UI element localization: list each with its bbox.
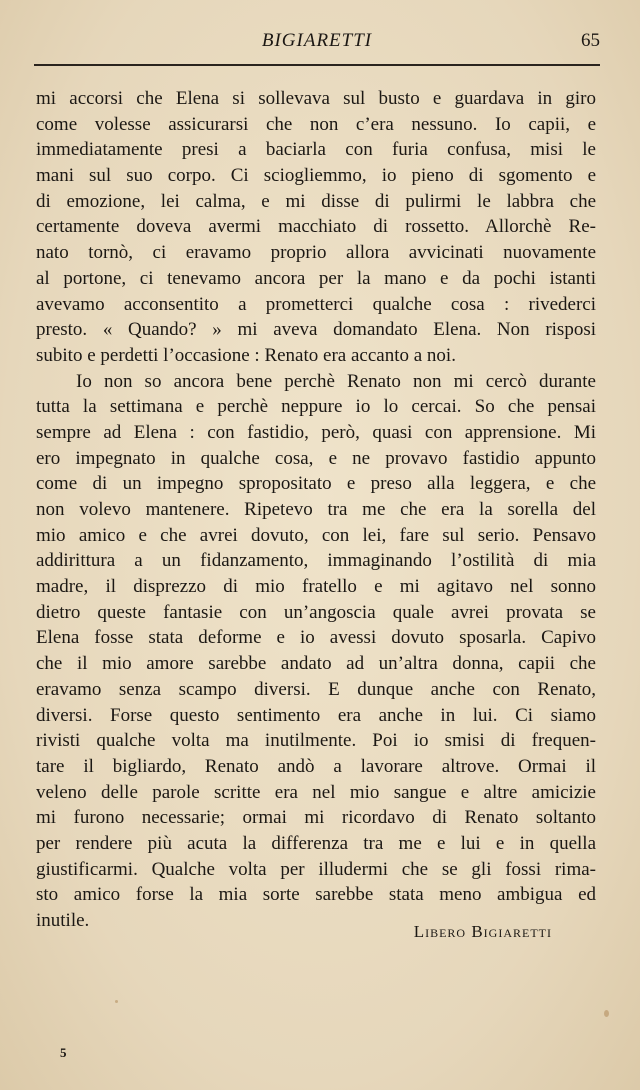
running-head: BIGIARETTI: [261, 30, 373, 51]
paragraph: [36, 369, 596, 934]
text-line: mani sul suo corpo. Ci sciogliemmo, io pieno di sgomento e: [36, 165, 596, 187]
text-line: eravamo senza scampo diversi. E dunque anche con Renato,: [36, 678, 596, 700]
text-line: ero impegnato in qualche cosa, e ne provavo fastidio appunto: [36, 447, 596, 469]
text-line: presto. « Quando? » mi aveva domandato Elena. Non risposi: [36, 319, 596, 341]
text-line: tutta la settimana e perchè neppure io lo cercai. So che pensai: [36, 396, 596, 418]
text-line: che il mio amore sarebbe andato ad un’altra donna, capii che: [36, 653, 596, 675]
text-line: sempre ad Elena : con fastidio, però, quasi con apprensione. Mi: [36, 421, 596, 443]
body-text: [36, 86, 596, 934]
text-line: nato tornò, ci eravamo proprio allora avvicinati nuovamente: [36, 242, 596, 264]
text-line: mi furono necessarie; ormai mi ricordavo di Renato soltanto: [36, 807, 596, 829]
text-line: mio amico e che avrei dovuto, con lei, fare sul serio. Pensavo: [36, 524, 596, 546]
text-line: per rendere più acuta la differenza tra me e lui e in quella: [36, 832, 596, 854]
text-line: tare il bigliardo, Renato andò a lavorare altrove. Ormai il: [36, 755, 596, 777]
text-line: Elena fosse stata deforme e io avessi dovuto sposarla. Capivo: [36, 627, 596, 649]
paper-spot: [115, 1000, 118, 1003]
text-line: addirittura a un fidanzamento, immaginando l’ostilità di mia: [36, 550, 596, 572]
text-line: al portone, ci tenevamo ancora per la mano e da pochi istanti: [36, 267, 596, 289]
text-line: immediatamente presi a baciarla con furia confusa, misi le: [36, 139, 596, 161]
text-line: non volevo mantenere. Ripetevo tra me che era la sorella del: [36, 499, 596, 520]
text-line: Io non so ancora bene perchè Renato non mi cercò durante: [76, 370, 596, 392]
text-line: certamente doveva avermi macchiato di rossetto. Allorchè Re-: [36, 216, 596, 238]
text-line: rivisti qualche volta ma inutilmente. Poi io smisi di frequen-: [36, 730, 596, 752]
text-line: inutile.: [36, 910, 90, 931]
text-line: mi accorsi che Elena si sollevava sul busto e guardava in giro: [36, 88, 596, 109]
signature-mark: 5: [60, 1045, 67, 1060]
text-line: giustificarmi. Qualche volta per illudermi che se gli fossi rima-: [36, 858, 596, 880]
page-header: [34, 30, 600, 60]
text-line: madre, il disprezzo di mio fratello e mi agitavo nel sonno: [36, 576, 596, 598]
paper-spot: [604, 1010, 609, 1017]
author-signature: Libero Bigiaretti: [413, 922, 552, 941]
text-line: di emozione, lei calma, e mi disse di pulirmi le labbra che: [36, 190, 596, 212]
page-number: 65: [581, 30, 600, 51]
text-line: dietro queste fantasie con un’angoscia quale avrei provata se: [36, 601, 596, 623]
header-rule: [34, 64, 600, 66]
text-line: diversi. Forse questo sentimento era anche in lui. Ci siamo: [36, 704, 596, 726]
text-line: come volesse assicurarsi che non c’era nessuno. Io capii, e: [36, 113, 596, 135]
paragraph: [36, 86, 596, 369]
text-line: subito e perdetti l’occasione : Renato era accanto a noi.: [36, 344, 456, 366]
text-line: veleno delle parole scritte era nel mio sangue e altre amicizie: [36, 781, 596, 803]
text-line: avevamo acconsentito a prometterci qualche cosa : rivederci: [36, 293, 596, 315]
text-line: sto amico forse la mia sorte sarebbe stata meno ambigua ed: [36, 884, 596, 906]
text-line: come di un impegno spropositato e preso alla leggera, e che: [36, 473, 596, 495]
